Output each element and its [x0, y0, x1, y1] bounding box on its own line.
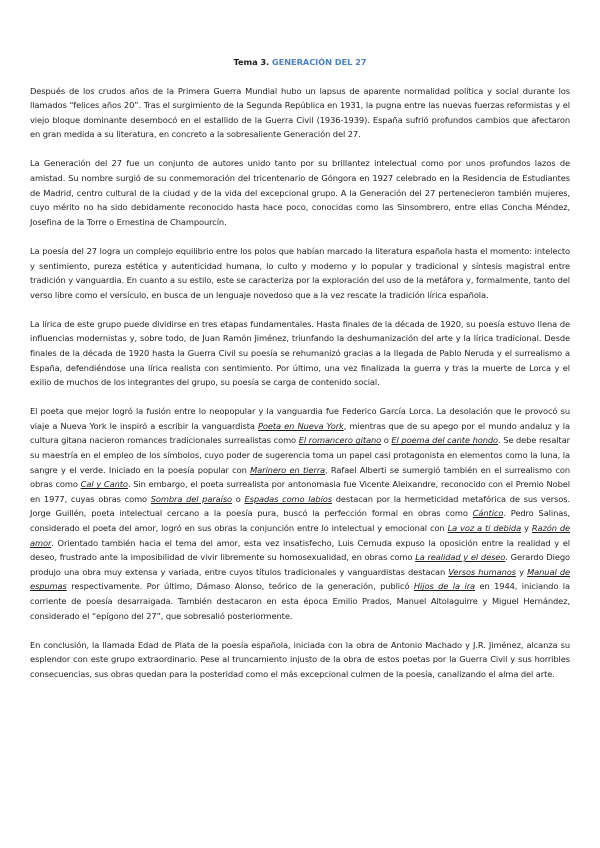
work-title: Cántico	[472, 508, 504, 519]
work-title: Marinero en tierra	[250, 464, 325, 475]
text-run: . Sin embargo, el poeta surrealista por antonomasia fue Vicente Aleixandre, reconocido con el Premio Nobel en 1977, cuyas obras como	[30, 479, 571, 504]
work-title: Sombra del paraíso	[150, 493, 233, 504]
text-run: respectivamente. Por último, Dámaso Alonso, teórico de la generación, publicó	[66, 581, 414, 592]
text-run: . Pedro Salinas, considerado el poeta del amor, logró en sus obras la conjunción entre lo intelectual y emocional con	[30, 508, 570, 534]
work-title: Poeta en Nueva York	[258, 420, 344, 431]
text-run: en 1944, iniciando la corriente de poesía desarraigada. También destacaron en esta época Emilio Prados, Manuel Altolaguirre y Miguel Hernández, considerado el “epígono del 27”, que sobresalió posteriormente.	[30, 581, 570, 621]
paragraph-style: La poesía del 27 logra un complejo equilibrio entre los polos que habían marcado la literatura española hasta el momento: intelecto y sentimiento, pureza estética y autenticidad humana, lo culto y moderno y lo popular y tradicional y síntesis magistral entre tradición y vanguardia. En cuanto a su estilo, este se caracteriza por la exploración del uso de la metáfora y, formalmente, tanto del verso libre como el versículo, en busca de un lenguaje novedoso que a la vez rescate la tradición lírica española.	[30, 245, 570, 300]
text-run: o	[381, 435, 392, 446]
paragraph-generation: La Generación del 27 fue un conjunto de autores unido tanto por su brillantez intelectual como por unos profundos lazos de amistad. Su nombre surgió de su conmemoración del tricentenario de Góngora en 1927 celebrado en la Residencia de Estudiantes de Madrid, centro cultural de la ciudad y de la vida del excepcional grupo. A la Generación del 27 pertenecieron también mujeres, cuyo mérito no ha sido debidamente reconocido hasta hace poco, conocidas como las Sinsombrero, entre ellas Concha Méndez, Josefina de la Torre o Ernestina de Champourcín.	[30, 158, 570, 227]
title-prefix: Tema 3.	[233, 57, 270, 67]
work-title: Manual de espumas	[30, 566, 570, 592]
work-title: El romancero gitano	[298, 435, 382, 446]
work-title: El poema del cante hondo	[391, 435, 499, 446]
text-run: y	[515, 566, 528, 577]
text-run: El poeta que mejor logró la fusión entre lo neopopular y la vanguardia fue Federico García Lorca. La desolación que le provocó su viaje a Nueva York le inspiró a escribir la vanguardista	[30, 406, 570, 431]
text-run: destacan por la hermeticidad metafórica de sus versos. Jorge Guillén, poeta intelectual cercano a la poesía pura, buscó la perfección formal en obras como	[30, 493, 571, 519]
text-run: . Gerardo Diego produjo una obra muy extensa y variada, entre cuyos títulos tradicionales y vanguardistas destacan	[30, 552, 570, 577]
paragraph-authors	[30, 404, 570, 623]
work-title: La voz a ti debida	[447, 523, 522, 534]
paragraph-stages: La lírica de este grupo puede dividirse en tres etapas fundamentales. Hasta finales de la década de 1920, su poesía estuvo llena de influencias modernistas y, sobre todo, de Juan Ramón Jiménez, triunfando la deshumanización del arte y la lírica tradicional. Desde finales de la década de 1920 hasta la Guerra Civil su poesía se rehumanizó gracias a la llegada de Pablo Neruda y el surrealismo a España, defendiéndose una lírica realista con sentimiento. Por último, una vez finalizada la guerra y tras la muerte de Lorca y el exilio de muchos de los integrantes del grupo, su poesía se carga de contenido social.	[30, 318, 570, 388]
title-accent: GENERACIÓN DEL 27	[271, 57, 367, 67]
text-run: , Rafael Alberti se sumergió también en el surrealismo con obras como	[30, 464, 570, 490]
work-title: Hijos de la ira	[413, 581, 475, 592]
text-run: o	[232, 493, 245, 504]
text-run: y	[521, 523, 532, 534]
work-title: Versos humanos	[448, 566, 516, 577]
document-title	[30, 55, 570, 70]
paragraph-intro: Después de los crudos años de la Primera Guerra Mundial hubo un lapsus de aparente normalidad política y social durante los llamados “felices años 20”. Tras el surgimiento de la Segunda República en 1931, la pugna entre las nuevas fuerzas reformistas y el viejo bloque dominante desembocó en el estallido de la Guerra Civil (1936-1939). España sufrió profundos cambios que afectaron en gran medida a su literatura, en concreto a la sobresaliente Generación del 27.	[30, 85, 570, 140]
work-title: Razón de amor	[30, 523, 571, 548]
document-page	[30, 55, 570, 696]
work-title: Espadas como labios	[244, 493, 332, 504]
text-run: . Orientado también hacia el tema del amor, esta vez insatisfecho, Luis Cernuda expuso la oposición entre la realidad y el deseo, frustrado ante la imposibilidad de vivir libremente su homosexualidad, en obras como	[30, 537, 570, 563]
text-run: . Se debe resaltar su maestría en el empleo de los símbolos, cuyo poder de sugerencia toma un papel casi protagonista en elementos como la luna, la sangre y el verde. Iniciado en la poesía popular con	[30, 435, 570, 475]
work-title: Cal y Canto	[80, 479, 128, 490]
work-title: La realidad y el deseo	[415, 552, 506, 563]
paragraph-conclusion: En conclusión, la llamada Edad de Plata de la poesía española, iniciada con la obra de Antonio Machado y J.R. Jiménez, alcanza su esplendor con este grupo extraordinario. Pese al truncamiento injusto de la obra de estos poetas por la Guerra Civil y sus horribles consecuencias, sus obras quedan para la posteridad como el más excepcional culmen de la poesía, canalizando el alma del arte.	[30, 639, 570, 679]
text-run: , mientras que de su apego por el mundo andaluz y la cultura gitana nacieron romances tradicionales surrealistas como	[30, 420, 570, 446]
